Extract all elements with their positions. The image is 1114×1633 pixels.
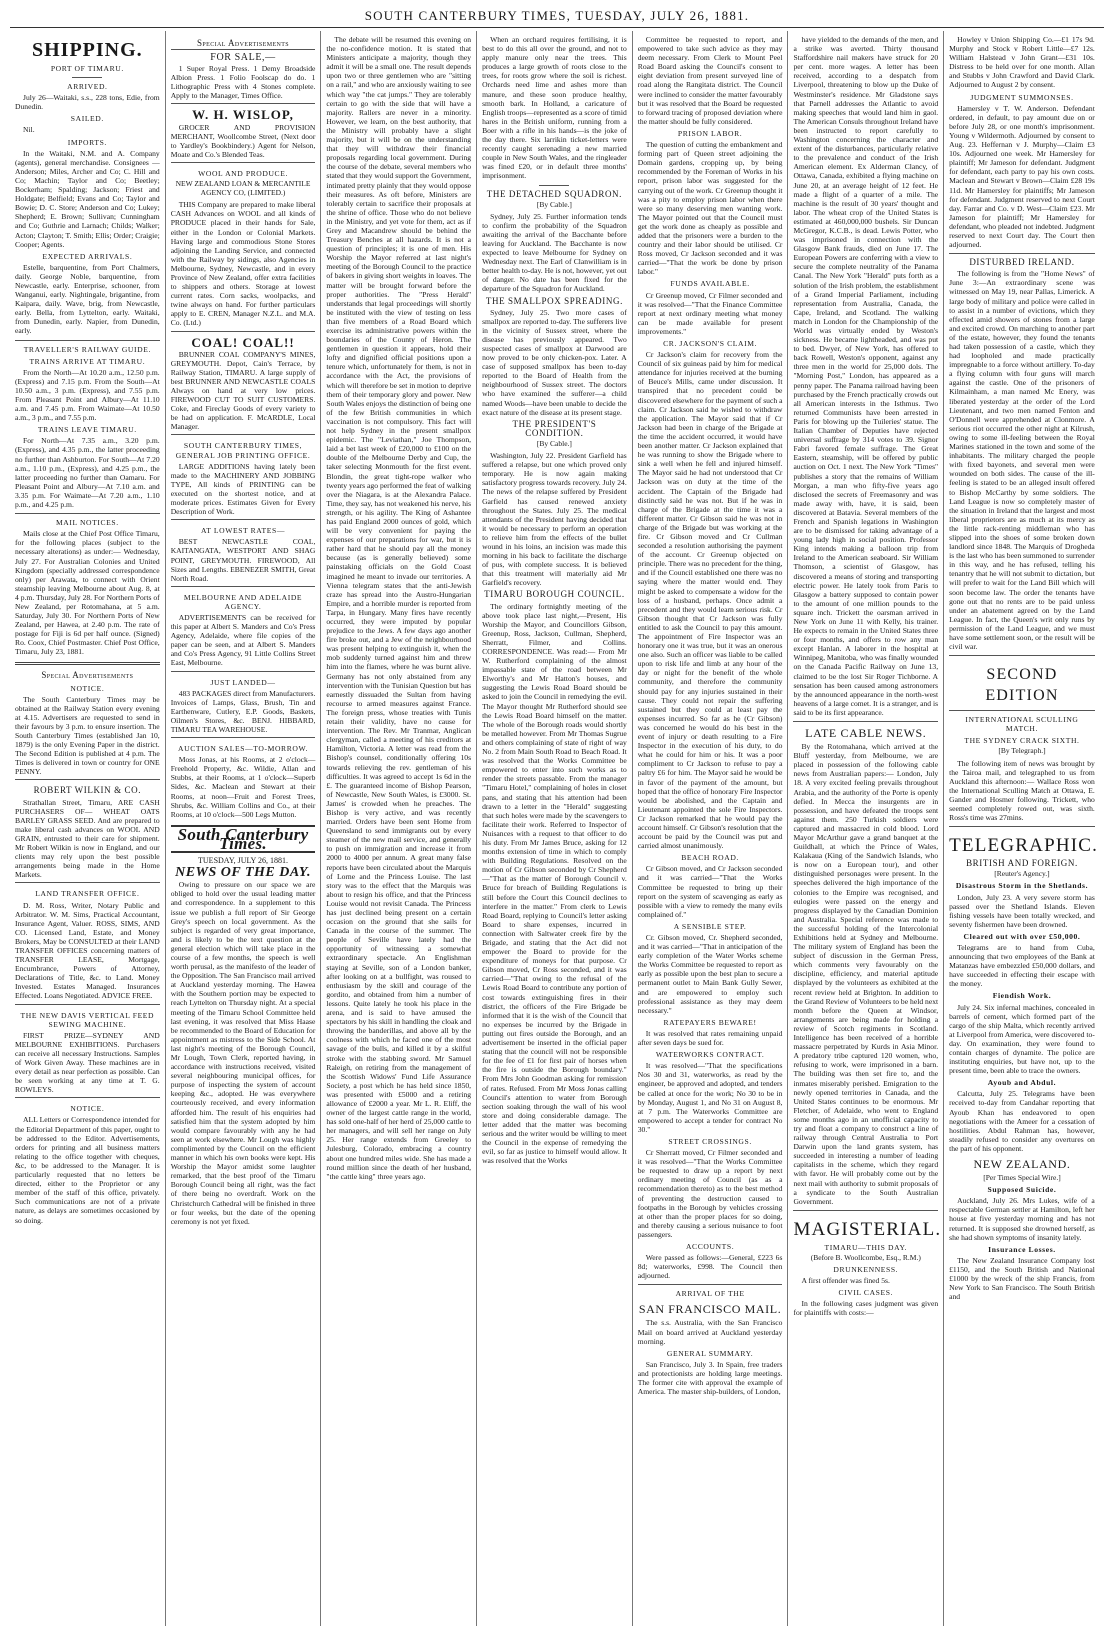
civil-text: In the following cases judgment was given for plaintiffs with costs:— (793, 1299, 939, 1318)
waterworks-heading: WATERWORKS CONTRACT. (655, 1050, 765, 1060)
wilkin-text: Strathallan Street, Timaru, ARE CASH PURCHASERS OF— WHEAT OATS BARLEY GRASS SEED. And are prepared to make liberal cash advances on WOOL AND GRAIN, entrusted to their care for shipment. Mr Robert Wilkin is now in England, and our clients may rely upon the best possible arrangements being made in the Home Markets. (15, 797, 160, 880)
prison-text: The question of cutting the embankment and forming part of Queen street adjoining the Domain gardens, cropping up, by being recommended by the Foreman of Works in his report, prison labor was suggested for the carrying out of the work. Cr Greenup thought it was a pity to employ prison labor when there were so many deserving men wanting work. The Mayor pointed out that the Council must get the work done as cheaply as possible and added that the prisoners were a burden to the country and their labor should be utilised. Cr Ross moved, Cr Jackson seconded and it was carried—"That the work be done by prison labor." (637, 140, 783, 277)
sf-heading-2: SAN FRANCISCO MAIL. (638, 1302, 782, 1317)
wh-heading: W. H. WISLOP, (192, 107, 294, 123)
british-heading: BRITISH AND FOREIGN. (966, 858, 1078, 869)
imports-heading: IMPORTS. (67, 137, 107, 147)
land-transfer-text: D. M. Ross, Writer, Notary Public and Arbitrator. W. M. Sims, Practical Accountant, Insurance Agent, Valuer. ROSS, SIMS, AND CO. Licensed Land, Estate, and Money Brokers, May be CONSULTED at their LAND TRANSFER OFFICES concerning matters of TRANSFER LEASE, Mortgage, Encumbrance, Powers of Attorney, Declarations of Title, &c. to Land. Money Invested. Estates Managed. Insurances Effected. Loans Negotiated. ADVICE FREE. (15, 900, 160, 1001)
storm-text: London, July 23. A very severe storm has passed over the Shetland Islands. Eleven fishing vessels have been totally wrecked, and seventy fishermen have been drowned. (949, 892, 1095, 929)
squadron-text: Sydney, July 25. Further information tends to confirm the probability of the Squadron awaiting the arrival of the Bacchante before leaving for Auckland. The Bacchante is now expected to leave Melbourne for Sydney on Wednesday next. The Earl of Clanwilliam is in better health to-day. He is not, however, yet out of danger. No date has been fixed for the departure of the Squadron for Auckland. (482, 211, 627, 294)
paper-title: South Canterbury Times. (171, 825, 316, 853)
sf-text: The s.s. Australia, with the San Francisco Mail on board arrived at Auckland yesterday morning. (637, 1318, 783, 1346)
shipping-heading: SHIPPING. (32, 39, 143, 61)
sydney-crack-heading: THE SYDNEY CRACK SIXTH. (964, 736, 1080, 746)
ratepayers-text: It was resolved that rates remaining unpaid after seven days be sued for. (637, 1028, 783, 1048)
coal-text: BRUNNER COAL COMPANY'S MINES, GREYMOUTH. Depot, Cain's Terrace, by Railway Station, TIMARU. A large supply of best BRUNNER AND NEWCASTLE COALS Always on hand at very low prices. FIREWOOD CUT TO SUIT CUSTOMERS. Coke, and Fireclay Goods of every variety to be had on application. F. McARDLE, Local Manager. (170, 349, 316, 432)
general-heading: GENERAL SUMMARY. (666, 1348, 754, 1358)
smallpox-heading: THE SMALLPOX SPREADING. (485, 295, 623, 306)
column-1 (10, 31, 166, 1626)
insurance-heading: Insurance Losses. (988, 1244, 1056, 1254)
storm-heading: Disastrous Storm in the Shetlands. (955, 881, 1089, 891)
nz-tag: [Per Times Special Wire.] (983, 1173, 1061, 1183)
fiendish-heading: Fiendish Work. (992, 991, 1052, 1001)
cable-tag-2: [By Cable.] (536, 438, 572, 448)
trains-leave-text: For North—At 7.35 a.m., 3.20 p.m. (Express), and 4.35 p.m., the latter proceeding no further than Ashburton. For South—At 7.20 a.m., 1.10 p.m., (Express), and 4.25 p.m., the latter proceeding no further than Oamaru. For Pleasant Point and Albury—At 7.10 a.m. and 3.35 p.m. For Waimate—At 7.20 a.m., 1.10 p.m., and 4.25 p.m. (15, 436, 160, 510)
second-edition-heading: SECOND EDITION (985, 666, 1059, 705)
melbourne-heading: MELBOURNE AND ADELAIDE AGENCY. (183, 592, 303, 611)
forsale-heading: FOR SALE,— (210, 52, 276, 63)
column-7-intro: Howley v Union Shipping Co.—£1 17s 9d. Murphy and Stock v Robert Little—£7 12s. William Halstead v John Grant—£31 10s. Distress to be held over for one month. Allan and Stubbs v John Crawford and David Clark. Adjourned to August 2 by consent. (949, 35, 1095, 90)
column-5 (633, 31, 789, 1626)
street-text: Cr Sherratt moved, Cr Filmer seconded and it was resolved—"That the Works Committee be requested to draw up a report by next ordinary meeting of Council (as as a recommendation thereto) as to the best method of preventing the destruction caused to footpaths in the Borough by vehicles crossing at other than the proper places for so doing, and thereby causing a serious nuisance to foot passengers. (637, 1148, 783, 1239)
lowest-rates-heading: AT LOWEST RATES— (201, 526, 286, 536)
drunk-text: A first offender was fined 5s. (801, 1276, 890, 1286)
column-3-text: The debate will be resumed this evening on the no-confidence motion. It is stated that Ministers anticipate a majority, though they admit it will be a small one. The result depends upon two or three gentlemen who are "sitting on a rail," and who are anxiously waiting to see which way "the cat jumps." They are tolerably certain to go with the side that will have a majority. Rallers are never in a minority. However, we learn, on the best authority, that the Ministry will probably have a slight majority, but it will be on the understanding that they will withdraw their financial proposals regarding local government. During the course of the debate, several members who stated that they would support the Government, intimated pretty plainly that they would oppose their measures. As oft before, Ministers are tolerably certain to sacrifice their proposals at the shrine of office. Those who do not believe in the Ministry, and yet vote for them, act as if Grey and Macandrew should be behind the Treasury Benches at all hazards. It is not a question of principles; it is one of men. His Worship the Mayor referred at last night's meeting of the Borough Council to the practice of bakers in giving short weights in loaves. The matter will be brought forward before the proper authorities. The "Press Herald" understands that legal proceedings will shortly be instituted with the view of testing on less than five members of a Road Board which exercise its administrative powers within the boundaries of the County of Heron. The gentlemen in question it appears, hold their lofty and dignified official positions upon a tenure which, unfortunately for them, is not in accordance with the Act, the provisions of which will therefore be set in motion to deprive them of their temporary glory and power. New South Wales enjoys the distinction of being one of the few British communities in which vaccination is not compulsory. This fact will not help Sydney in the present smallpox epidemic. The "Leviathan," Joe Thompson, laid a bet last week of £20,000 to £100 on the double of the Melbourne Derby and Cup, the taker selecting Monmouth for the first event. Blondin, the great tight-rope walker who twenty years ago performed the feat of walking over the Niagara, is at the Alexandra Palace. Time, they say, has not weakened his nerve, his strength, or his agility. The King of Ashantee has paid England 2000 ounces of gold, which will be very convenient for paying the expenses of our preparations for war, but it is rather hard that he should pay all the money because (as is generally believed) some painstaking officials on the Gold Coast imagined he meant to invade our territories. A Vienna telegram states that the anti-Jewish craze has spread into the Austro-Hungarian Empire, and a horrible murder is reported from Tarpa, in Hungary. Many fires have recently occurred, they were imputed by popular prejudice to the Jews. A few days ago another fire broke out, and a Jew of the neighbourhood was present helping to extinguish it, when the mob suddenly turned against him and threw him into the flames, where he was burnt alive. Germany has not only abstained from any intervention with the Tunisian Question but has earnestly dissuaded the Sultan from having recourse to armed measures against France. The foreign press, whose treaties with Tunis retain their validity, have no cause for intervention. The Rev. Mr Tranmar, Anglican clergyman, called a meeting of his creditors at Hamilton, Victoria. A letter was read from the Bishop's counsel, conditionally offering 10s towards relieving the rev. gentleman of his difficulties. It was agreed to accept 1s 6d in the £. The guaranteed income of Bishop Pearson, of Newcastle, New South Wales, is £3000. St. James' is crowded when he preaches. The Bishop is very active, and was recently married. Orders have been sent Home from Queensland to send immigrants out by every steamer of the new mail service, and generally to push on immigration and increase it from 2000 to 4000 per annum. A great many false reports have been circulated about the Marquis of Lorne and the Princess Louise. The last story was to the effect that the Marquis was about to resign his office, and that the Princess Louise would not revisit Canada. The Princess has just declined being present on a certain occasion on the ground that she sails for Canada in the course of the summer. The people of Seville have lately had the opportunity of witnessing a somewhat extraordinary spectacle. An Englishman staying at Seville, son of a London banker, after looking on at a bullfight, was roused to enthusiasm by the skill and courage of the gordito, and obtained from him a number of lessons. Quite lately he took his place in the arena, and is said to have amused the spectators by his skill in handling the cloak and throwing the banderillas, and above all by the coolness with which he faced one of the most savage of the bulls, and killed it by a skilful stroke with the stabbing sword. Mr Samuel Raleigh, on retiring from the management of the Scottish Widows' Fund Life Assurance Society, a post which he has held since 1850, was presented with £5000 and a retiring allowance of £2000 a year. Mr L. R. Eliff, the owner of the largest cattle range in the world, has sold one-half of her herd of 25,000 cattle to her managers, and will sell her range on July 25. Her range extends from Greeley to Julesburg, Colorado, embracing a country about one hundred miles wide. She has made a round million since the death of her husband, "the cattle king" three years ago. (326, 35, 472, 1181)
smallpox-text: Sydney, July 25. Two more cases of smallpox are reported to-day. The sufferers live in the vicinity of Sussex street, where the disease has previously appeared. Two suspected cases of smallpox at Darwood are now proved to be only chicken-pox. Later. A case of supposed smallpox has been to-day reported to the Board of Health from the neighbourhood of Sussex street. The doctors who have examined the sufferer—a child named Woods—have been unable to decide the exact nature of the disease at its present stage. (482, 307, 627, 417)
special-ads-heading: Special Advertisements (41, 669, 134, 680)
wool-subheading: NEW ZEALAND LOAN & MERCANTILE AGENCY CO, (LIMITED.) (175, 179, 311, 198)
suicide-heading: Supposed Suicide. (987, 1185, 1057, 1195)
column-3 (321, 31, 477, 1626)
mail-text: Mails close at the Chief Post Office Timaru, for the following places (subject to the necessary alterations) as under:— Wednesday, July 27. For Australian Colonies and United Kingdom (specially addressed correspondence only) per Arawata, to connect with Orient steamship leaving Melbourne about Aug. 8, at 4 p.m. Thursday, July 28. For Northern Ports of New Zealand, per Rotomahana, at 5 a.m. Saturday, July 30. For Northern Ports of New Zealand, per Hawea, at 2.40 p.m. The rate of postage for Fiji is 6d per half ounce. (Signed) Ro. Coox, Chief Postmaster. Chief Post Office, Timaru, July 23, 1881. (15, 529, 160, 657)
sf-heading-1: ARRIVAL OF THE (675, 1289, 745, 1299)
magisterial-subheading: TIMARU—THIS DAY. (824, 1242, 908, 1252)
column-6 (788, 31, 944, 1626)
jackson-text: Cr Jackson's claim for recovery from the Council of six guineas paid by him for medical attendance for injuries received at the burning of Beuce's Mills, came under discussion. It transpired that no precedent could be discovered elsewhere for the payment of such a claim. Cr Jackson said he wished to withdraw the application. The Mayor said that if Cr Jackson had been in charge of the Brigade at the time the accident occurred, it would have been another matter. Cr Jackson explained that he was running to show the Brigade where to sink a well when he fell and injured himself. The Mayor said he had not understood that Cr Jackson was on duty at the time of the accident. The Captain of the Brigade had distinctly said he was not. But if he was in charge of the Brigade at the time it was a different matter. Cr Gibson said he was not in charge of the Brigade but was working at the fire. Cr Gibson moved and Cr Cullman seconded a resolution authorising the payment of the account. Cr Greenup objected on principle. There was no precedent for the thing, and if the Council established one there was no saying where the matter would end. They might be asked to compensate a widow for the loss of a husband, perhaps. Once admit a precedent and they would learn serious risk. Cr Gibson thought that Cr Jackson was fully entitled to ask the Council to pay this amount. The appointment of Fire Inspector was an honorary one it was true, but it was an onerous one also. Such an officer was liable to be called upon to risk life and limb at any hour of the day or night for the benefit of the whole community, and therefore the community should pay for any injuries sustained in their cause. They could not repair the suffering sustained but they could at least pay the expenses incurred. So far as he (Cr Gibson) was concerned he would do his best in the event of injury or death resulting to a Fire Inspector in the execution of his duty, to do what he could for him or his. It was a poor compliment to Cr Jackson to refuse to pay a paltry £6 for him. The Mayor said he would be in favor of the payment of the amount, but hoped that the office of honorary Fire Inspector would be abolished, and the Captain and Lieutenant appointed the sole Fire Inspectors. Cr Jackson remarked that he would pay the account himself. Cr Gibson's resolution that the account be paid by the Council was put and carried almost unanimously. (637, 350, 783, 851)
insurance-text: The New Zealand Insurance Company lost £1150, and the South British and National £1000 by the wreck of the ship Francis, from New York to San Francisco. The South British and (949, 1255, 1095, 1302)
railway-guide-heading: TRAVELLER'S RAILWAY GUIDE. (23, 344, 151, 354)
port-heading: PORT OF TIMARU. (50, 64, 124, 73)
wool-heading: WOOL AND PRODUCE. (198, 168, 288, 178)
accounts-text: Were passed as follows:—General, £223 6s 8d; waterworks, £998. The Council then adjourned. (637, 1253, 783, 1281)
late-cable-heading: LATE CABLE NEWS. (805, 726, 927, 741)
funds-heading: FUNDS AVAILABLE. (670, 279, 750, 289)
wool-text: THIS Company are prepared to make liberal CASH Advances on WOOL and all kinds of PRODUCE placed in their hands for Sale, either in the London or Colonial Markets. Having large and commodious Stone Stores adjoining the Landing Service, and connected with the Railway by sidings, also Agencies in Melbourne, Sydney, Newcastle, and in every Province of New Zealand, offer extra facilities to shippers and others. Storage at lowest current rates. Corn sacks, woolpacks, and twine always on hand. For further particulars apply to E. CREN, Manager N.Z.L. and M.A. Co. (Ltd.) (170, 200, 316, 328)
imports-text: In the Waitaki, N.M. and A. Company (agents), general merchandise. Consignees — Anderson; Miles, Archer and Co; C. Hill and Co; Machin; Taylor and Co; Beetley; Bockerham; Spalding; Jackson; Friest and Holdgate; Belfield; Evans and Co; Taylor and Bowie; D. C. Store; Anderson and Co; Lukey; Shepherd; E. Brown; Sullivan; Cunningham and Co; Guthrie and Larnach; Childs; Walker; Acton; Clayton; T. Smith; Ellis; Order; Craigie; Cooper; Agents. (15, 148, 160, 249)
jackson-heading: CR. JACKSON'S CLAIM. (663, 339, 758, 348)
column-7 (944, 31, 1100, 1626)
beach-heading: BEACH ROAD. (681, 853, 739, 863)
arrived-text: July 26—Waitaki, s.s., 228 tons, Edie, from Dunedin. (15, 93, 160, 112)
council-heading: TIMARU BOROUGH COUNCIL. (484, 589, 625, 600)
telegraph-tag: [By Telegraph.] (998, 746, 1046, 756)
prison-heading: PRISON LABOR. (677, 128, 743, 138)
ayoub-text: Calcutta, July 25. Telegrams have been received to-day from Candahar reporting that Ayoub Khan has endeavored to open negotiations with the Ameer for a cessation of hostilities. Abdul Rahman has, however, steadily refused to consider any overtures on the part of his opponent. (949, 1089, 1095, 1153)
general-text: San Francisco, July 3. In Spain, free traders and protectionists are holding large meetings. The former cite with approval the example of America. The master ship-builders, of London, (637, 1359, 783, 1397)
summons-heading: JUDGMENT SUMMONSES. (970, 92, 1074, 102)
wilkin-heading: ROBERT WILKIN & CO. (33, 785, 142, 796)
just-landed-text: 483 PACKAGES direct from Manufacturers. Invoices of Lamps, Glass, Brush, Tin and Earthenware, Cutlery, E.P. Goods, Baskets, Oilmen's Stores, &c. BENJ. HIBBARD, TIMARU TEA WAREHOUSE. (170, 688, 316, 734)
coal-heading: COAL! COAL!! (191, 334, 295, 350)
forsale-text: 1 Super Royal Press. 1 Demy Broadside Albion Press. 1 Folio Foolscap do do. 1 Lithographic Press with 4 Stones complete. Apply to the Manager, Times Office. (170, 64, 316, 101)
news-heading: NEWS OF THE DAY. (175, 865, 311, 881)
trains-arrive-heading: TRAINS ARRIVE AT TIMARU. (29, 356, 146, 366)
column-4-intro: When an orchard requires fertilising, it is best to do this all over the ground, and not to apply manure only near the trees. This produces a large growth of roots close to the trees, for roots grow where the soil is richest. Orchards need lime and ashes more than manure, and these soon produce healthy, smooth bark. In Holland, a caricature of English troops—represented as a score of timid hares in the British uniform, running from a Boer with a rifle in his hands—is the joke of the day there. Six larrikin ticket-letters were recently caught serenading a new married couple in New South Wales, and the ringleader was fined £20, or in default three months' imprisonment. (482, 35, 627, 181)
masthead (10, 8, 1104, 28)
notice2-text: ALL Letters or Correspondence intended for the Editorial Department of this paper, ought to be addressed to the Editor. Advertisements, orders for printing and all business matters relating to the office together with cheques, &c, to be addressed to the Manager. It is particularly requested that no letters be directed, either to the Proprietor or any member of the staff of this office, privately. Such communications are not of a private nature, as delays are sometimes occasioned by so doing. (15, 1115, 160, 1225)
ireland-text: The following is from the "Home News" of June 3:—An extraordinary scene was witnessed on May 19, near Pallas, Limerick. A large body of military and police were called in to assist in a number of evictions, which they effected amid showers of stones from a large and excited crowd. On marching to another part of the estate, however, they found the tenants had taken possession of a castle, which they had loopholed and made practically impregnable to a force without artillery. To-day a flying column with four guns will march against the castle. One of the prisoners of Kilmainham, a man named Mc Enery, was liberated yesterday at the order of the Lord Lieutenant, and two men named Fenton and O'Donnell were apprehended at Clonmore. A serious riot occurred the other night at Kilrush, owing to some ill-feeling between the Royal Marines stationed in the town and some of the inhabitants. The military charged the people with fixed bayonets, and several men were wounded on both sides. The cause of the ill-feeling is stated to be an alleged insult offered to Bishop McCarthy by some soldiers. The Land League is now so completely master of the situation in Ireland that the largest and most liberal proprietors are as much at its mercy as the little rack-renting middleman who has slipped into the shoes of some broken down landlord since 1848. The Marquis of Drogheda is the last who has been summoned to surrender in this way, and he has refused, telling his tenantry that he will not submit to dictation, but will prefer to wait for the Land Bill which will soon become law. The order the tenants have gone out that no rents are to be paid unless under an abatement agreed on by the Land League. In fact, the Queen's writ only runs by permission of the Land League, and we must have some settlement soon, or the result will be civil war. (949, 269, 1095, 652)
trains-arrive-text: From the North—At 10.20 a.m., 12.50 p.m. (Express) and 7.15 p.m. From the South—At 10.50 a.m., 3 p.m. (Express), and 7.55 p.m. From Pleasant Point and Albury—At 11.10 a.m. and 7.45 p.m. From Waimate—At 10.50 a.m., 3 p.m., and 7.55 p.m. (15, 367, 160, 423)
printing-text: LARGE ADDITIONS having lately been made to the MACHINERY AND JOBBING TYPE, All kinds of PRINTING can be executed on the shortest notice, and at moderate prices. Estimates Given for Every Description of Work. (170, 461, 316, 517)
fiendish-text: July 24. Six infernal machines, concealed in barrels of cement, which formed part of the cargo of the ship Malta, which recently arrived at Liverpool from America, were discovered to-day. On examination, they were found to contain charges of dynamite. The police are instituting enquiries, but have not, up to the present time, been able to trace the owners. (949, 1002, 1095, 1076)
suicide-text: Auckland, July 26. Mrs Lukes, wife of a respectable German settler at Hamilton, left her house at five yesterday morning and has not returned. It is supposed she drowned herself, as she had shown symptoms of insanity lately. (949, 1196, 1095, 1242)
just-landed-heading: JUST LANDED— (210, 677, 276, 687)
reuter-tag: [Reuter's Agency.] (994, 869, 1050, 879)
cable-tag: [By Cable.] (536, 199, 572, 209)
president-text: Washington, July 22. President Garfield has suffered a relapse, but one which proved only temporary. He is now again making satisfactory progress towards recovery. July 24. The news of the relapse suffered by President Garfield has caused renewed anxiety throughout the States. July 25. The medical attendants of the President having decided that it would be necessary to perform an operation to relieve him from the effects of the bullet wound in his loins, an incision was made this morning in his back to facilitate the discharge of pus, with complete success. It is believed that this treatment will materially aid Mr Garfield's recovery. (482, 451, 627, 588)
column-5-intro: Committee be requested to report, and empowered to take such advice as they may deem necessary. From Clerk to Mount Peel Road Board asking the Council's consent to eight deviation from present surveyed line of road along the Rangitata district. The Council were inclined to consider the matter favourably but it was resolved that the Board be requested to forward tracing of proposed deviation where the matter should be fully considered. (637, 35, 783, 126)
accounts-heading: ACCOUNTS. (685, 1242, 735, 1251)
magisterial-heading: MAGISTERIAL. (793, 1218, 942, 1240)
waterworks-text: It was resolved—"That the specifications Nos 30 and 31, waterworks, as read by the engineer, be approved and adopted, and tenders be called at once for the work; No 30 to be in by Monday, August 1, and No 31 on August 8, at 7 p.m. The Waterworks Committee are empowered to accept a tender for contract No 30." (637, 1061, 783, 1134)
lowest-rates-text: BEST NEWCASTLE COAL, KAITANGATA, WESTPORT AND SHAG POINT, GREYMOUTH. FIREWOOD, All Sizes and Lengths. EBENEZER SMITH, Great North Road. (170, 537, 316, 583)
telegraphic-heading: TELEGRAPHIC. (949, 835, 1099, 857)
ayoub-heading: Ayoub and Abdul. (987, 1078, 1057, 1088)
civil-heading: CIVIL CASES. (838, 1288, 894, 1298)
special-ads-heading-2: Special Advertisements (171, 38, 316, 50)
sensible-text: Cr. Gibson moved, Cr. Shepherd seconded, and it was carried—"That in anticipation of the early completion of the Water Works scheme the Works Committee be requested to report as early as possible upon the best plan to secure a permanent outlet to Main Bank Gully Sewer, and are empowered to employ such professional assistance as they may deem necessary." (637, 933, 783, 1015)
funds-text: Cr Greenup moved, Cr Filmer seconded and it was resolved—"That the Finance Committee report at next ordinary meeting what money can be made available for present improvements." (637, 290, 783, 336)
sailed-heading: SAILED. (70, 114, 104, 124)
mail-heading: MAIL NOTICES. (55, 518, 119, 528)
arrived-heading: ARRIVED. (67, 82, 108, 92)
column-4 (477, 31, 633, 1626)
expected-heading: EXPECTED ARRIVALS. (42, 251, 133, 261)
summons-text: Hamersley v T. W. Anderson. Defendant ordered, in default, to pay amount due on or before July 28, or one month's imprisonment. Young v Wildermoth. Adjourned by consent to Aug. 23. Heffernan v J. Murphy—Claim £3 10s. Adjourned one week. Mr Hamersley for plaintiff; Mr Jameson for defendant. Judgment for defendant, each party to pay his own costs. Maclean and Stewart v Brown—Claim £28 19s 11d. Mr Hamersley for plaintiffs; Mr Jameson for defendant. Judgment reserved to next Court day. Farrar and Co. v D. West—Claim £23. Mr Jameson for plaintiff; Mr Hamersley for defendant, who pleaded not indebted. Judgment reserved to next Court day. The Court then adjourned. (949, 103, 1095, 250)
sailed-text: Nil. (23, 125, 35, 135)
sculling-heading: INTERNATIONAL SCULLING MATCH. (965, 715, 1079, 734)
nz-heading: NEW ZEALAND. (973, 1157, 1071, 1172)
melbourne-text: ADVERTISEMENTS can be received for this paper at Albert S. Manders and Co's Press Agency, Adelaide, where file copies of the paper can be seen, and at Albert S. Manders and Co's Press Agency, 91 Little Collins Street East, Melbourne. (170, 612, 316, 668)
notice-text: The South Canterbury Times may be obtained at the Railway Station every evening at 4.15. Advertisers are requested to send in their favours by 3 p.m. to ensure insertion. The South Canterbury Times (established Jan 10, 1879) is the only Evening Paper in the district. The Second Edition is published at 4 p.m. The Times is delivered in town or country for ONE PENNY. (15, 694, 160, 777)
sensible-heading: A SENSIBLE STEP. (673, 921, 747, 931)
wh-text: GROCER AND PROVISION MERCHANT, Woollcombe Street, (Next door to Yardley's Bookbindery.) Agent for Nelson, Moate and Co.'s Blended Teas. (170, 122, 316, 159)
council-text: The ordinary fortnightly meeting of the above took place last night,—Present, His Worship the Mayor, and Councillors Gibson, Greenup, Ross, Jackson, Cullman, Shepherd, Sherratt, Filmer, and Collins. CORRESPONDENCE. Was read:— From Mr W. Rutherford complaining of the almost impassable state of the road between Mr Elworthy's and Mr Hatton's houses, and suggesting the Lewis Road Board should be asked to join the Council in remedying the evil. The Mayor thought Mr Rutherford should see the Lewis Road Board himself on the matter. The whole of the Borough roads would shortly be metalled however. From Mr Thomas Sugrue and others complaining of state of right of way No. 2 from Main South Road to Beach Road. It was resolved that the Works Committee be empowered to enter into such works as to render the streets passable. From the manager "Timaru Hotel," complaining of holes in closet pans, and stating that his attention had been drawn to a letter in the "Herald" suggesting that such holes were made by the scavengers to facilitate their work. Referred to Inspector of Nuisances with a request to that officer to do his duty. From Mr James Bruce, asking for 12 months extension of time in which to comply with Building Regulations. Resolved on the motion of Cr Gibson seconded by Cr Shepherd—"That as the matter of Borough Council v. Bruce for breach of Building Regulations is still before the Court this Council declines to interfere in the matter." From clerk to Lewis Road Board, replying to Council's letter asking Board to share expenses, incurred in connection with Saltwater creek fire by the Brigade, and stating that the Act did not empower the Board to provide for the expenditure of moneys for that purpose. Cr Gibson moved, Cr Ross seconded, and it was carried—"That owing to the refusal of the Lewis Road Board to contribute any portion of cost towards extinguishing fires in their district, the officers of the Fire Brigade be informed that it is the wish of the Council that no expenses be incurred by the Brigade in putting out fires outside the Borough, and an advertisement be inserted in the official paper stating that the council will not be responsible for the fee of £1 for first pair of horses when the fire is outside the Borough boundary." From Mrs John Goodman asking for remission of rates. Refused. From Mr Moss Jonas calling Council's attention to water from Borough section soaking through the wall of his wool store and doing considerable damage. The letter added that the matter was becoming serious and the writer would be willing to meet the Council in the expense of remedying the evil, so far as justice to himself would allow. It was resolved that the Works (482, 601, 627, 1166)
columns (10, 31, 1104, 1626)
trains-leave-heading: TRAINS LEAVE TIMARU. (37, 425, 137, 435)
notice-heading: NOTICE. (70, 683, 105, 693)
squadron-heading: THE DETACHED SQUADRON. (486, 188, 623, 199)
notice2-heading: NOTICE. (70, 1104, 105, 1114)
sewing-text: FIRST PRIZE—SYDNEY AND MELBOURNE EXHIBITIONS. Purchasers can receive all necessary Instructions. Samples of Work Given Away. These machines are in every detail as near perfection as possible. Can be seen working at any time at T. G. ROWLEYS. (15, 1030, 160, 1095)
sculling-text: The following item of news was brought by the Tairoa mail, and telegraphed to us from Auckland this afternoon:— Wallace Ross won the International Sculling Match at Ottawa, E. Gander and Hosmer following. Trickett, who seemed completely rowed out, was sixth. Ross's time was 27mins. (949, 758, 1095, 823)
printing-heading: SOUTH CANTERBURY TIMES, GENERAL JOB PRINTING OFFICE. (175, 441, 311, 460)
ratepayers-heading: RATEPAYERS BEWARE! (663, 1017, 757, 1027)
expected-text: Estelle, barquentine, from Port Chalmers, daily. George Noble, barquentine, from Newcastle, early. Enterprise, schooner, from Wanganui, early. Nightingale, brigantine, from Kaipara, daily. Wave, brig, from Newcastle, early. Bella, from Lyttelton, early. Waitaki, from Dunedin, early. Napier, from Dunedin, early. (15, 262, 160, 336)
column-2 (166, 31, 322, 1626)
cleared-text: Telegrams are to hand from Cuba, announcing that two employees of the Bank at Matanzas have embezzled £50,000 dollars, and have succeeded in effecting their escape with the money. (949, 942, 1095, 989)
masthead-title: SOUTH CANTERBURY TIMES, TUESDAY, JULY 26, 1881. (364, 8, 750, 23)
magisterial-before: (Before B. Woollcombe, Esq., R.M.) (810, 1252, 921, 1262)
sewing-heading: THE NEW DAVIS VERTICAL FEED SEWING MACHINE. (20, 1010, 155, 1029)
street-heading: STREET CROSSINGS. (668, 1136, 752, 1146)
president-heading: THE PRESIDENT'S CONDITION. (512, 418, 597, 438)
paper-date: TUESDAY, JULY 26, 1881. (198, 856, 289, 866)
cleared-heading: Cleared out with over £50,000. (963, 931, 1081, 941)
auction-text: Moss Jonas, at his Rooms, at 2 o'clock—Freehold Property, &c. Wildie, Allan and Stubbs, at their Rooms, at 1 o'clock—Superb Sides, &c. Maclean and Stewart at their Rooms, at noon—Fruit and Forest Trees, Shrubs, &c. William Collins and Co., at their Rooms, at 10 o'clock—500 Legs Mutton. (170, 755, 316, 819)
column-6-intro: have yielded to the demands of the men, and a strike was averted. Thirty thousand Staffordshire nail makers have struck for 20 per cent. more wages. A letter has been received, according to a despatch from Liverpool, threatening to blow up the Duke of Westminster's residence. Mr Gladstone says that Parnell addresses the Atlantic to avoid making speeches that would land him in gaol. The American Consuls throughout Ireland have been instructed to report carefully to Washington concerning the character and extent of the disturbances, particularly relative to the prevalence and conduct of the Irish American element. Ex Alderman Clancy, of Ottawa, Canada, exhibited a flying machine on June 20, at an average height of 12 feet. He made a flight of a quarter of a mile. The machine is the result of 30 years' thought and labor. The wheat crop of the United States is estimated at 460,000,000 bushels. Sir Duncan McGregor, K.C.B., is dead. Lewis Potter, who was imprisoned in connection with the Glasgow Bank frauds, died on June 17. The European Powers are conferring with a view to secure the complete neutrality of the Panama Canal. The New York "Herald" puts forth as a solution of the Irish problem, the establishment of a Grand Imperial Parliament, including representation from Australia, Canada, the Cape, Ireland, and Scotland. The walking match in London for the Championship of the World was virtually ended by Weston's sickness. He became lightheaded, and was put to bed. Dwyer, of New York, has offered to back Rowell, Weston's opponent, against any three men in the world for 25,000 dols. The "Morning Post," London, has appeared as a penny paper. The Panama railroad having been purchased by the French practically crowds out all American interests in the Isthmus. Two returned Communists have been arrested in Paris for blowing up the Tuileries' statue. The Italian Chamber of Deputies have rejected universal suffrage by 314 votes to 39. Signor Fabri favored female suffrage. The Great Eastern, steamship, will be offered by public auction on Oct. 1 next. The New York "Times" publishes a story that the remains of William Morgan, a man who fifty-five years ago disclosed the secrets of Freemasonry and was made away with, have, it is said, been discovered at Batavia. Several members of the French and Spanish legations in Washington are to be dismissed for taking advantage of a young lady high in social position. Professor King intends making a balloon trip from Ireland to the American seaboard. Sir William Thomson, a scientist of Glasgow, has discovered a means of storing and transporting electric power. He lately took from Paris to Glasgow a battery supposed to contain power to the amount of one million pounds to the square inch. Trickett the oarsman arrived in New York on June 11 with Kelly, his trainer. He expects to remain in the United States three or four months, and offers to row any man except Hanlan. A laborer in the hospital at Winnipeg, Manitoba, who was finally wounded on the Canada Pacific Railway on June 13, claimed to be the lost Sir Roger Tichborne. A sensation has been caused among astronomers by the announced appearance in the north-west heavens of a large comet. It is a stranger, and is said to be its first appearance. (793, 35, 939, 717)
auction-heading: AUCTION SALES—TO-MORROW. (178, 744, 309, 754)
late-cable-text: By the Rotomahana, which arrived at the Bluff yesterday, from Melbourne, we are placed in possession of the following cable news from Australian papers:— London, July 18. A very excited feeling prevails throughout Arabia, and the authority of the Porte is openly defied. In Mecca the insurgents are in possession, and have defeated the troops sent against them. 250 Turkish soldiers were captured and massacred in cold blood. Lord Mayor McArthur gave a grand banquet at the Guildhall, at which the Prince of Wales, Kalakaua (King of the Sandwich Islands, who is now on a European tour), and other distinguished personages were present. In the speeches delivered the high importance of the colonies to the Empire was recognised, and eulogies were passed on the energy and progress displayed by the Canadian Dominion and Australia. Special reference was made to the successful holding of the Intercolonial Exhibitions held at Sydney and Melbourne. The military system of England has been the subject of discussion in the German Press, which comments very favourably on the discipline, efficiency, and material aptitude displayed by the volunteers as exhibited at the recent review held at Brighton. In addition to the Grand Review of Volunteers to be held next month before the Queen at Windsor, arrangements are being made for holding a review of Scotch regiments in Scotland. Intelligence has been received of a horrible massacre perpetrated by Kurds in Asia Minor. A predatory tribe captured 120 women, who, refusing to work, were imprisoned in a barn. The building was then set fire to, and the inmates miserably perished. Emigration to the newly opened territories in Canada, and the United States continues to be enormous. Mr Fletcher, of Adelaide, who went to England some months ago in an unofficial capacity to try and float a company to construct a line of railway through Central Australia to Port Darwin upon the land grants system, has succeeded in interesting a number of leading capitalists in the scheme, which they regard with favor. He will probably come out by the next mail with authority to submit proposals of a syndicate to the South Australian Government. (793, 742, 939, 1206)
ireland-heading: DISTURBED IRELAND. (969, 257, 1075, 268)
drunk-heading: DRUNKENNESS. (833, 1265, 899, 1274)
beach-text: Cr Gibson moved, and Cr Jackson seconded and it was carried—"That the Works Committee be requested to bring up their report on the system of scavenging as early as possible with a view to remedy the many evils complained of." (637, 864, 783, 919)
news-text: Owing to pressure on our space we are obliged to hold over the usual leading matter and correspondence. In a supplement to this issue we publish a full report of Sir George Grey's speech on local government. As the subject is regarded of very great importance, and is likely to be the text question at the general election which will take place in the course of a few months, the speech is well worth perusal, as the manifesto of the leader of the Opposition. The San Francisco mail arrived at Auckland yesterday morning. The Hawea with the Southern portion may be expected to reach Lyttelton on Thursday night. At a special meeting of the Timaru School Committee held last evening, it was resolved that Miss Haase be recommended to the Board of Education for appointment as mistress to the Side School. At last night's meeting of the Borough Council, Mr Lough, Town Clerk, reported having, in accordance with instructions received, visited several neighbouring municipal offices, for purpose of inspecting the system of account keeping &c., adopted. He was everywhere courteously received, and every information afforded him. The result of his enquiries had satisfied him that the system adopted by him would compare favourably with any he had seen at work elsewhere. Mr Lough was highly complimented by the Council on the efficient manner in which his own books were kept. His Worship the Mayor amidst some laughter remarked, that the best proof of the Timaru Borough Council being all right, was the fact of there being no overdraft. Work on the Christchurch Cathedral will be finished in three or four weeks, but the date of the opening ceremony is not yet fixed. (170, 880, 316, 1226)
land-transfer-heading: LAND TRANSFER OFFICE. (35, 889, 140, 899)
